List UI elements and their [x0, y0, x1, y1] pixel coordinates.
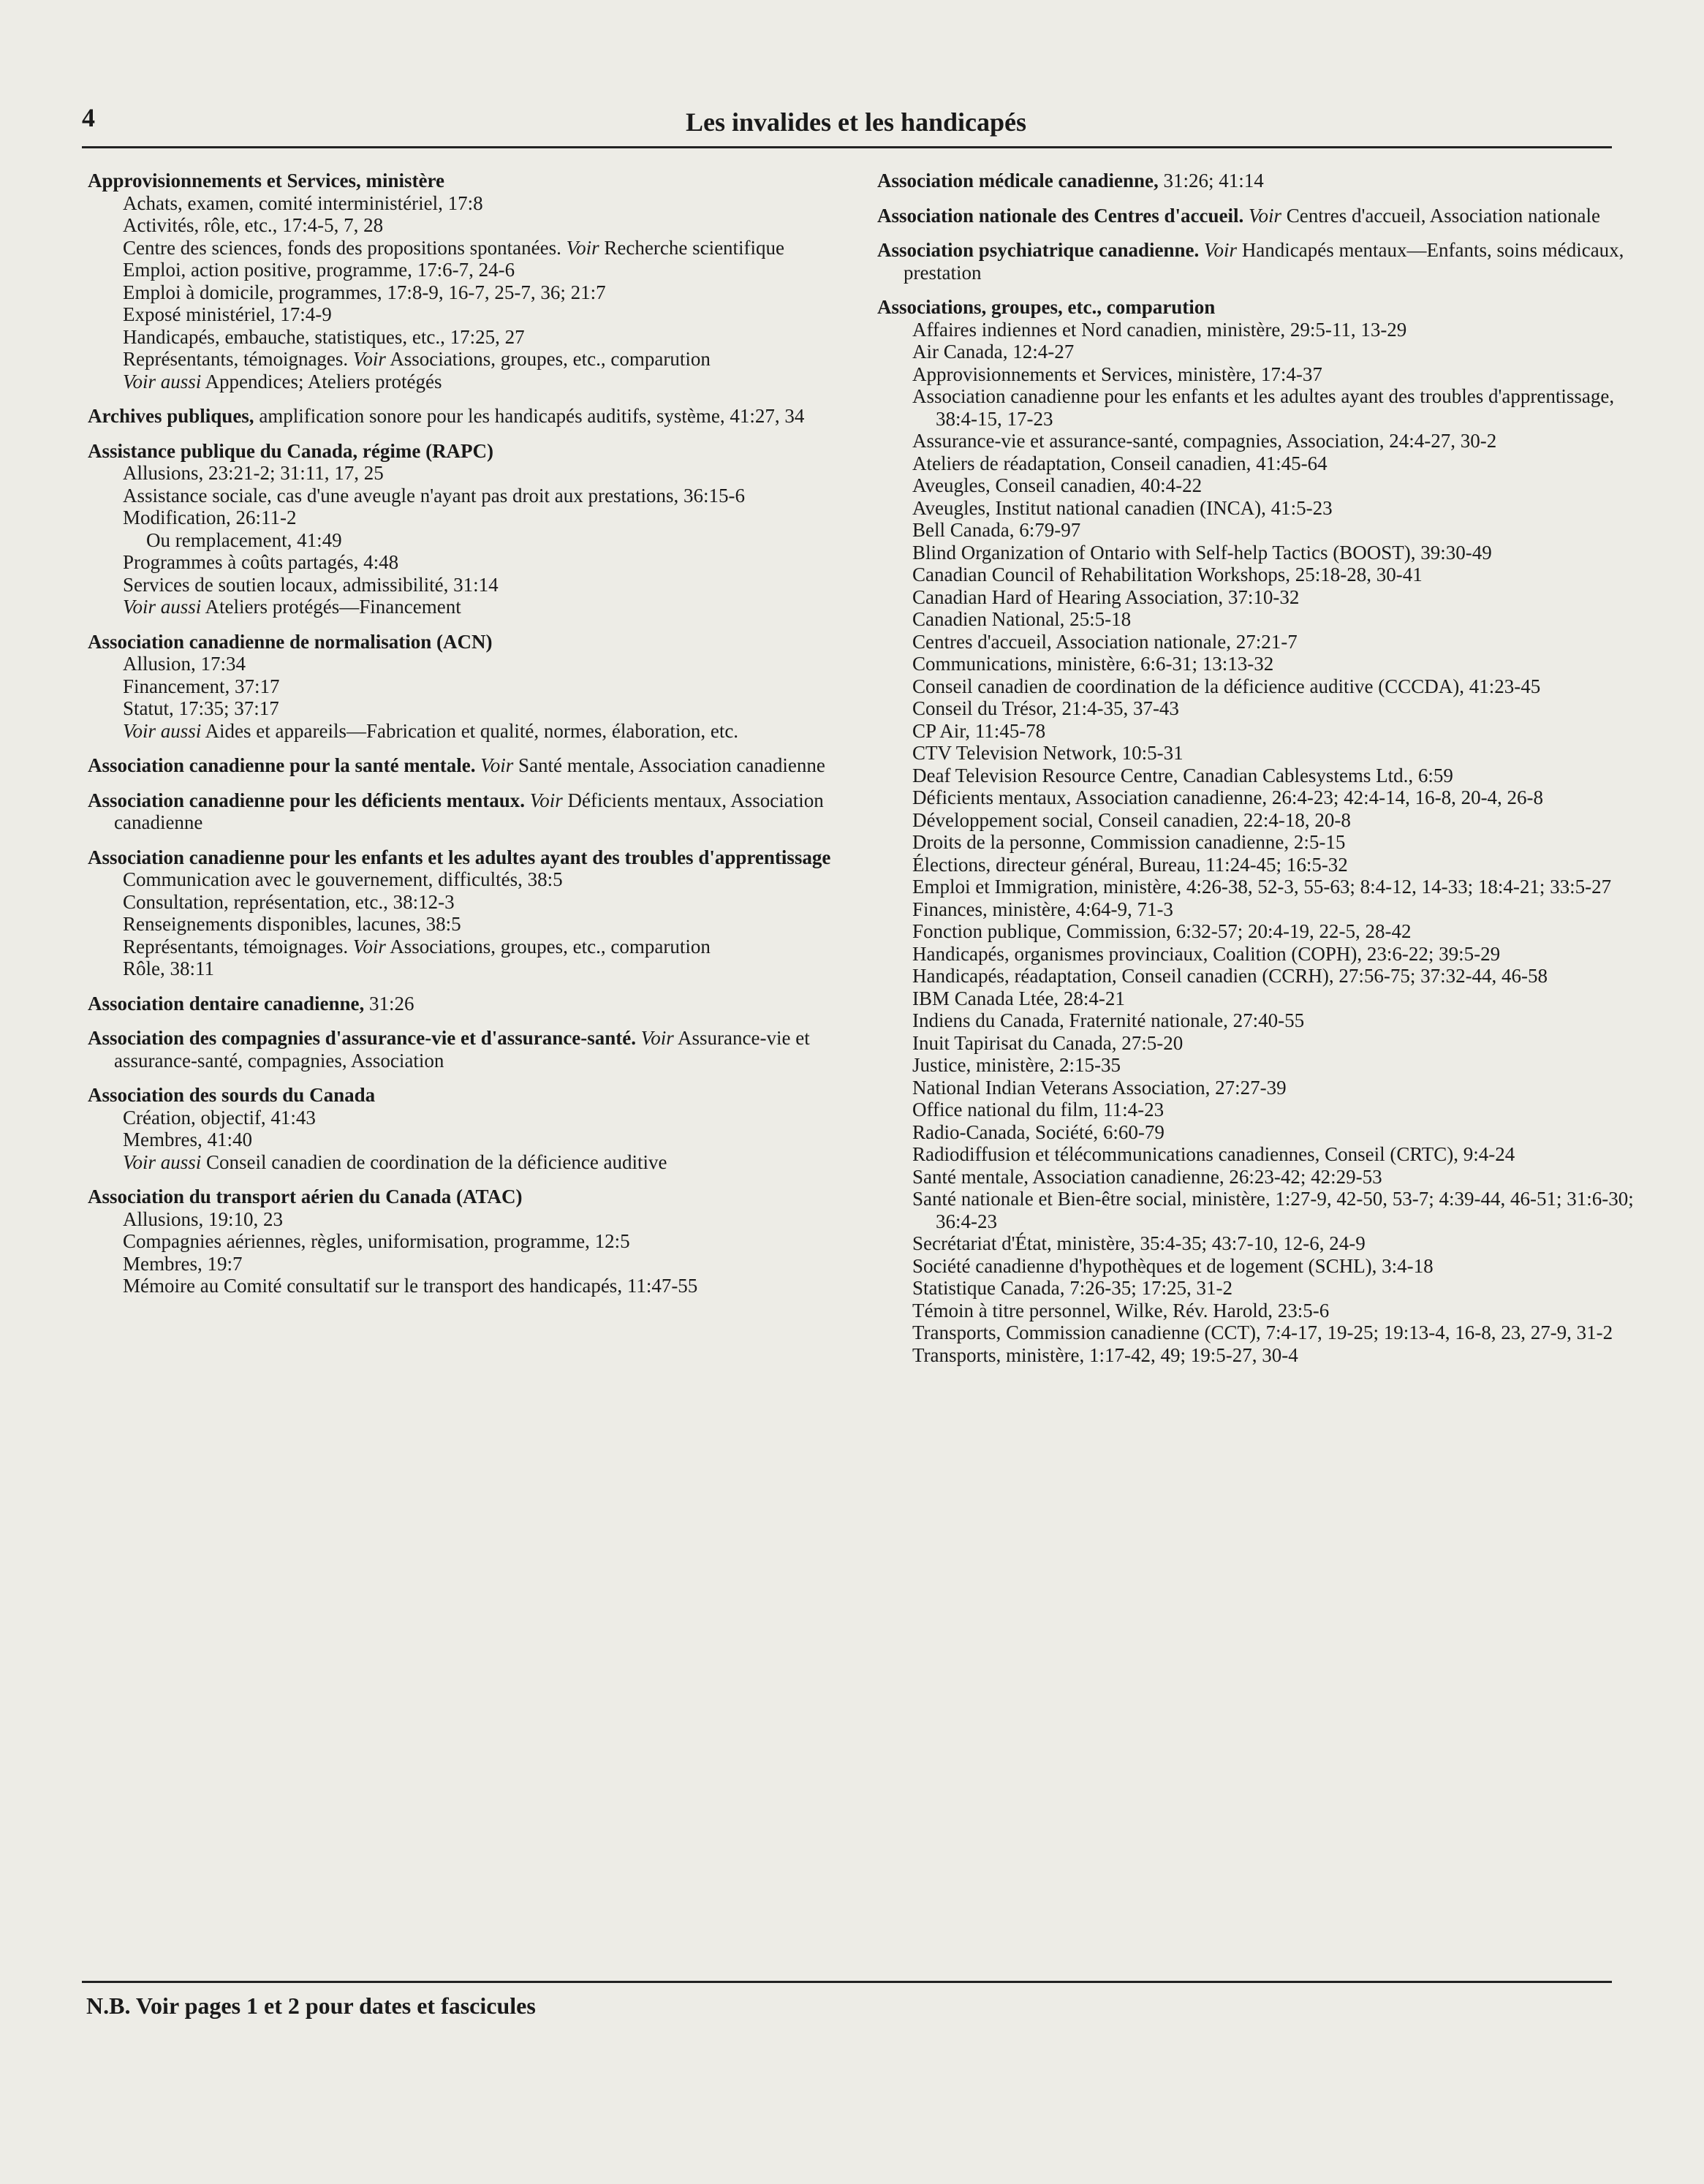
index-entry — [88, 846, 848, 980]
sub-entry-text: Allusions, 23:21-2; 31:11, 17, 25 — [123, 462, 384, 484]
sub-entry-text: Bell Canada, 6:79-97 — [912, 519, 1081, 541]
sub-entry — [88, 462, 848, 485]
sub-entry — [88, 507, 848, 529]
sub-entry — [88, 913, 848, 936]
sub-entry-text: Blind Organization of Ontario with Self-help Tactics (BOOST), 39:30-49 — [912, 541, 1492, 564]
cross-reference-target: Appendices; Ateliers protégés — [205, 370, 442, 393]
header-rule — [82, 146, 1612, 148]
sub-entry — [877, 1009, 1637, 1032]
sub-entry — [877, 965, 1637, 987]
entry-heading — [88, 631, 848, 653]
sub-entry-text: Assistance sociale, cas d'une aveugle n'ayant pas droit aux prestations, 36:15-6 — [123, 484, 745, 507]
sub-entry-text: Office national du film, 11:4-23 — [912, 1099, 1165, 1121]
sub-entry — [88, 697, 848, 720]
sub-entry — [877, 1255, 1637, 1278]
entry-heading — [88, 440, 848, 463]
sub-entry — [877, 920, 1637, 943]
entry-heading — [88, 789, 848, 834]
sub-entry — [877, 363, 1637, 386]
cross-reference-target: Recherche scientifique — [604, 236, 785, 259]
sub-entry-text: Canadian Council of Rehabilitation Workshops, 25:18-28, 30-41 — [912, 564, 1423, 585]
sub-entry-text: Affaires indiennes et Nord canadien, ministère, 29:5-11, 13-29 — [912, 318, 1407, 341]
sub-entry — [877, 497, 1637, 520]
sub-entry — [877, 1032, 1637, 1055]
sub-entry-text: Création, objectif, 41:43 — [123, 1106, 316, 1129]
sub-entry — [877, 786, 1637, 809]
sub-entry — [88, 1107, 848, 1129]
entry-heading — [877, 296, 1637, 319]
sub-entry-text: Santé nationale et Bien-être social, ministère, 1:27-9, 42-50, 53-7; 4:39-44, 46-51; 31:6-30; 36:4-23 — [912, 1188, 1634, 1232]
heading-detail: Assurance-vie et assurance-santé, compagnies, Association — [114, 1027, 810, 1072]
sub-entry-text: National Indian Veterans Association, 27:27-39 — [912, 1076, 1287, 1099]
sub-entry — [877, 742, 1637, 765]
sub-entry-text: Conseil canadien de coordination de la déficience auditive (CCCDA), 41:23-45 — [912, 675, 1541, 697]
heading-detail: amplification sonore pour les handicapés auditifs, système, 41:27, 34 — [259, 405, 805, 427]
sub-entry — [877, 809, 1637, 832]
sub-entry-text: Témoin à titre personnel, Wilke, Rév. Harold, 23:5-6 — [912, 1299, 1330, 1322]
sub-entry-text: Aveugles, Institut national canadien (INCA), 41:5-23 — [912, 496, 1333, 519]
index-entry — [877, 296, 1637, 1366]
sub-entry-text: Deaf Television Resource Centre, Canadian Cablesystems Ltd., 6:59 — [912, 764, 1453, 786]
heading-detail: Déficients mentaux, Association canadienne — [114, 789, 824, 833]
index-entry — [88, 631, 848, 743]
sub-entry — [88, 958, 848, 980]
sub-entry — [877, 653, 1637, 675]
index-entry — [877, 239, 1637, 284]
cross-reference-label: Voir aussi — [123, 596, 202, 618]
footer-rule — [82, 1981, 1612, 1983]
cross-reference-target: Ateliers protégés—Financement — [205, 596, 461, 618]
cross-reference-label: Voir — [480, 754, 514, 776]
sub-entry-text: Association canadienne pour les enfants et les adultes ayant des troubles d'apprentissage, 38:4-15, 17-23 — [912, 385, 1615, 430]
cross-reference-label: Voir — [1249, 204, 1282, 227]
sub-entry — [88, 551, 848, 574]
sub-entry-text: Mémoire au Comité consultatif sur le transport des handicapés, 11:47-55 — [123, 1275, 698, 1297]
sub-entry-text: Membres, 41:40 — [123, 1129, 252, 1150]
sub-entry-text: Conseil du Trésor, 21:4-35, 37-43 — [912, 697, 1179, 719]
sub-entry-text: Allusion, 17:34 — [123, 653, 246, 675]
sub-entry — [877, 519, 1637, 542]
sub-entry-text: Centre des sciences, fonds des propositions spontanées. — [123, 236, 561, 259]
sub-entry — [877, 1077, 1637, 1099]
sub-entry — [88, 529, 848, 552]
sub-entry — [877, 385, 1637, 430]
cross-reference-label: Voir — [1204, 239, 1238, 261]
sub-entry — [88, 1230, 848, 1253]
sub-entry-text: Ou remplacement, 41:49 — [146, 528, 342, 551]
sub-entry-text: Programmes à coûts partagés, 4:48 — [123, 551, 399, 573]
sub-entry-text: Emploi à domicile, programmes, 17:8-9, 16-7, 25-7, 36; 21:7 — [123, 281, 606, 303]
sub-entry — [877, 831, 1637, 854]
cross-reference-target: Aides et appareils—Fabrication et qualité, normes, élaboration, etc. — [205, 719, 739, 742]
sub-entry — [88, 485, 848, 507]
index-column-right — [877, 170, 1637, 1379]
sub-entry — [877, 697, 1637, 720]
cross-reference-label: Voir — [566, 236, 599, 259]
sub-entry-text: Droits de la personne, Commission canadienne, 2:5-15 — [912, 831, 1346, 853]
sub-entry-text: Déficients mentaux, Association canadienne, 26:4-23; 42:4-14, 16-8, 20-4, 26-8 — [912, 786, 1544, 808]
sub-entry — [88, 214, 848, 237]
heading-text: Association des compagnies d'assurance-vie et d'assurance-santé. — [88, 1027, 636, 1049]
sub-entry — [877, 564, 1637, 586]
sub-entry — [88, 326, 848, 349]
heading-text: Association du transport aérien du Canada (ATAC) — [88, 1186, 523, 1207]
sub-entry-text: Secrétariat d'État, ministère, 35:4-35; 43:7-10, 12-6, 24-9 — [912, 1232, 1366, 1254]
cross-reference-label: Voir — [352, 348, 386, 370]
heading-text: Assistance publique du Canada, régime (RAPC) — [88, 439, 494, 462]
cross-reference-target: Associations, groupes, etc., comparution — [390, 348, 711, 370]
cross-reference-target: Conseil canadien de coordination de la déficience auditive — [206, 1150, 667, 1173]
sub-entry — [877, 430, 1637, 452]
sub-entry-text: Emploi, action positive, programme, 17:6-7, 24-6 — [123, 259, 515, 281]
heading-text: Association des sourds du Canada — [88, 1084, 376, 1106]
sub-entry-text: Renseignements disponibles, lacunes, 38:5 — [123, 913, 461, 935]
sub-entry-text: CTV Television Network, 10:5-31 — [912, 742, 1184, 764]
entry-heading — [88, 1027, 848, 1072]
sub-entry — [877, 1300, 1637, 1322]
sub-entry-text: Assurance-vie et assurance-santé, compagnies, Association, 24:4-27, 30-2 — [912, 430, 1497, 452]
heading-detail: Handicapés mentaux—Enfants, soins médicaux, prestation — [904, 239, 1624, 284]
heading-text: Association canadienne pour la santé mentale. — [88, 754, 476, 776]
heading-detail: 31:26; 41:14 — [1163, 170, 1264, 192]
sub-entry-text: CP Air, 11:45-78 — [912, 719, 1046, 742]
sub-entry — [877, 452, 1637, 475]
sub-entry-text: Approvisionnements et Services, ministère, 17:4-37 — [912, 363, 1322, 385]
sub-entry-text: Indiens du Canada, Fraternité nationale, 27:40-55 — [912, 1009, 1305, 1031]
sub-entry-text: Air Canada, 12:4-27 — [912, 341, 1075, 363]
cross-reference-label: Voir — [640, 1027, 674, 1049]
sub-entry — [877, 943, 1637, 966]
sub-entry-text: IBM Canada Ltée, 28:4-21 — [912, 987, 1125, 1009]
sub-entry — [877, 675, 1637, 698]
sub-entry-text: Finances, ministère, 4:64-9, 71-3 — [912, 898, 1173, 920]
sub-entry-text: Rôle, 38:11 — [123, 958, 214, 979]
heading-text: Association canadienne de normalisation (ACN) — [88, 630, 493, 653]
footer-note: N.B. Voir pages 1 et 2 pour dates et fascicules — [86, 1992, 536, 2019]
sub-entry — [877, 542, 1637, 564]
sub-entry-text: Développement social, Conseil canadien, 22:4-18, 20-8 — [912, 808, 1351, 831]
sub-entry — [877, 720, 1637, 743]
heading-text: Association canadienne pour les déficients mentaux. — [88, 789, 526, 811]
index-entry — [88, 789, 848, 834]
sub-entry — [877, 854, 1637, 876]
sub-entry — [88, 281, 848, 304]
sub-entry — [88, 1208, 848, 1231]
sub-entry-text: Transports, ministère, 1:17-42, 49; 19:5-27, 30-4 — [912, 1343, 1298, 1366]
sub-entry-text: Compagnies aériennes, règles, uniformisation, programme, 12:5 — [123, 1230, 630, 1252]
entry-heading — [88, 846, 848, 869]
sub-entry — [88, 675, 848, 698]
sub-entry-text: Radio-Canada, Société, 6:60-79 — [912, 1121, 1165, 1143]
entry-heading — [877, 205, 1637, 227]
sub-entry — [877, 1232, 1637, 1255]
sub-entry-text: Inuit Tapirisat du Canada, 27:5-20 — [912, 1031, 1184, 1054]
sub-entry-text: Statistique Canada, 7:26-35; 17:25, 31-2 — [912, 1277, 1232, 1299]
heading-detail: 31:26 — [369, 992, 414, 1015]
sub-entry-text: Emploi et Immigration, ministère, 4:26-38, 52-3, 55-63; 8:4-12, 14-33; 18:4-21; 33:5-27 — [912, 876, 1612, 898]
sub-entry — [88, 596, 848, 618]
sub-entry-text: Santé mentale, Association canadienne, 26:23-42; 42:29-53 — [912, 1165, 1382, 1188]
sub-entry-text: Statut, 17:35; 37:17 — [123, 697, 279, 719]
sub-entry-text: Transports, Commission canadienne (CCT), 7:4-17, 19-25; 19:13-4, 16-8, 23, 27-9, 31-2 — [912, 1322, 1613, 1343]
sub-entry — [877, 319, 1637, 341]
cross-reference-label: Voir aussi — [123, 719, 202, 742]
sub-entry-text: Exposé ministériel, 17:4-9 — [123, 303, 332, 325]
heading-text: Association dentaire canadienne, — [88, 992, 365, 1015]
index-entry — [88, 440, 848, 618]
sub-entry — [877, 876, 1637, 898]
index-entry — [88, 170, 848, 393]
entry-heading — [88, 754, 848, 777]
sub-entry-text: Justice, ministère, 2:15-35 — [912, 1054, 1121, 1076]
entry-heading — [88, 170, 848, 192]
sub-entry-text: Communication avec le gouvernement, difficultés, 38:5 — [123, 868, 563, 890]
sub-entry-text: Membres, 19:7 — [123, 1252, 243, 1275]
sub-entry — [88, 574, 848, 596]
cross-reference-label: Voir aussi — [123, 370, 202, 393]
index-entry — [877, 205, 1637, 227]
sub-entry — [877, 765, 1637, 787]
sub-entry — [877, 608, 1637, 631]
sub-entry-text: Canadien National, 25:5-18 — [912, 608, 1132, 630]
sub-entry — [88, 237, 848, 259]
sub-entry — [88, 192, 848, 215]
sub-entry — [877, 1121, 1637, 1144]
heading-detail: Centres d'accueil, Association nationale — [1286, 204, 1600, 227]
sub-entry — [877, 987, 1637, 1010]
sub-entry — [877, 898, 1637, 921]
index-entry — [88, 405, 848, 428]
sub-entry-text: Activités, rôle, etc., 17:4-5, 7, 28 — [123, 214, 384, 236]
sub-entry — [88, 259, 848, 281]
sub-entry-text: Allusions, 19:10, 23 — [123, 1207, 284, 1230]
entry-heading — [877, 170, 1637, 192]
index-column-left — [88, 170, 848, 1310]
sub-entry — [877, 1099, 1637, 1121]
index-entry — [88, 1084, 848, 1173]
sub-entry — [877, 341, 1637, 363]
sub-entry-text: Ateliers de réadaptation, Conseil canadien, 41:45-64 — [912, 452, 1328, 474]
heading-text: Association canadienne pour les enfants et les adultes ayant des troubles d'apprentissage — [88, 846, 831, 868]
sub-entry — [88, 720, 848, 743]
index-entry — [88, 1186, 848, 1297]
index-entry — [88, 1027, 848, 1072]
sub-entry — [877, 1277, 1637, 1300]
sub-entry-text: Centres d'accueil, Association nationale, 27:21-7 — [912, 630, 1298, 653]
sub-entry — [88, 1253, 848, 1275]
entry-heading — [877, 239, 1637, 284]
heading-detail: Santé mentale, Association canadienne — [518, 754, 825, 776]
sub-entry — [877, 631, 1637, 653]
sub-entry-text: Services de soutien locaux, admissibilité, 31:14 — [123, 573, 499, 596]
entry-heading — [88, 1186, 848, 1208]
sub-entry — [877, 1166, 1637, 1188]
sub-entry — [88, 348, 848, 371]
heading-text: Association nationale des Centres d'accueil. — [877, 204, 1244, 227]
sub-entry-text: Élections, directeur général, Bureau, 11:24-45; 16:5-32 — [912, 853, 1348, 876]
sub-entry-text: Consultation, représentation, etc., 38:12-3 — [123, 890, 455, 913]
cross-reference-target: Associations, groupes, etc., comparution — [390, 935, 711, 958]
sub-entry — [88, 936, 848, 958]
sub-entry-text: Radiodiffusion et télécommunications canadiennes, Conseil (CRTC), 9:4-24 — [912, 1143, 1515, 1165]
sub-entry — [877, 1344, 1637, 1367]
entry-heading — [88, 1084, 848, 1107]
entry-heading — [88, 993, 848, 1015]
heading-text: Approvisionnements et Services, ministère — [88, 170, 444, 192]
heading-text: Association médicale canadienne, — [877, 170, 1159, 192]
sub-entry-text: Financement, 37:17 — [123, 675, 280, 697]
sub-entry — [88, 303, 848, 326]
sub-entry — [877, 474, 1637, 497]
sub-entry-text: Fonction publique, Commission, 6:32-57; 20:4-19, 22-5, 28-42 — [912, 920, 1412, 942]
cross-reference-label: Voir aussi — [123, 1150, 202, 1173]
sub-entry — [88, 1151, 848, 1174]
sub-entry-text: Canadian Hard of Hearing Association, 37:10-32 — [912, 585, 1300, 608]
sub-entry-text: Société canadienne d'hypothèques et de logement (SCHL), 3:4-18 — [912, 1254, 1434, 1277]
heading-text: Archives publiques, — [88, 405, 254, 427]
sub-entry — [88, 868, 848, 891]
sub-entry — [877, 586, 1637, 609]
page-title: Les invalides et les handicapés — [686, 107, 1027, 137]
page-number: 4 — [82, 103, 95, 132]
sub-entry — [877, 1322, 1637, 1344]
sub-entry — [88, 371, 848, 393]
index-entry — [88, 993, 848, 1015]
sub-entry — [88, 891, 848, 914]
sub-entry-text: Représentants, témoignages. — [123, 935, 349, 958]
cross-reference-label: Voir — [352, 935, 386, 958]
sub-entry-text: Achats, examen, comité interministériel, 17:8 — [123, 192, 483, 214]
entry-heading — [88, 405, 848, 428]
sub-entry-text: Handicapés, embauche, statistiques, etc., 17:25, 27 — [123, 325, 525, 348]
sub-entry — [877, 1054, 1637, 1077]
sub-entry-text: Communications, ministère, 6:6-31; 13:13-32 — [912, 653, 1274, 675]
cross-reference-label: Voir — [529, 789, 563, 811]
heading-text: Associations, groupes, etc., comparution — [877, 296, 1216, 318]
sub-entry — [88, 1129, 848, 1151]
heading-text: Association psychiatrique canadienne. — [877, 239, 1200, 261]
sub-entry-text: Représentants, témoignages. — [123, 348, 349, 370]
index-entry — [877, 170, 1637, 192]
sub-entry — [88, 1275, 848, 1297]
sub-entry-text: Aveugles, Conseil canadien, 40:4-22 — [912, 474, 1203, 496]
index-entry — [88, 754, 848, 777]
sub-entry-text: Modification, 26:11-2 — [123, 507, 297, 528]
sub-entry-text: Handicapés, organismes provinciaux, Coalition (COPH), 23:6-22; 39:5-29 — [912, 942, 1501, 965]
sub-entry-text: Handicapés, réadaptation, Conseil canadien (CCRH), 27:56-75; 37:32-44, 46-58 — [912, 965, 1548, 987]
sub-entry — [877, 1143, 1637, 1166]
sub-entry — [88, 653, 848, 675]
sub-entry — [877, 1188, 1637, 1232]
